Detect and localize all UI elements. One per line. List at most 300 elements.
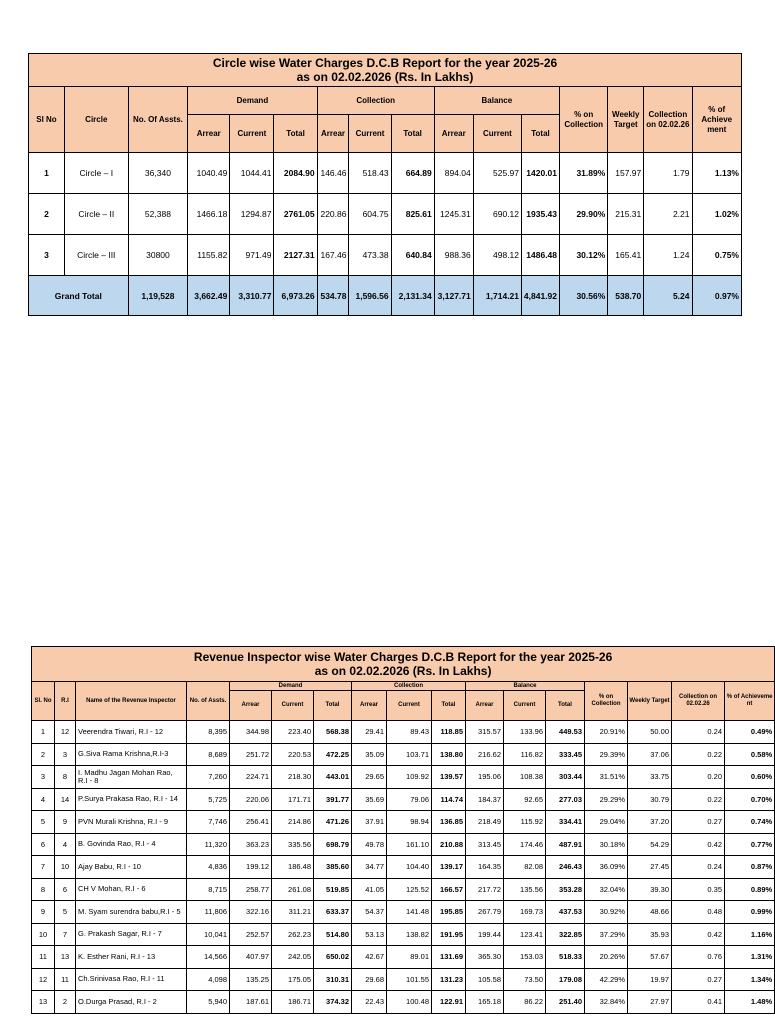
cell-collection-total: 191.95 (432, 923, 466, 946)
header-collection: Collection (317, 87, 434, 115)
cell-inspector-name: M. Syam surendra babu,R.I - 5 (76, 901, 187, 924)
cell-collection-current: 161.10 (387, 833, 432, 856)
cell-balance-current: 116.82 (504, 743, 546, 766)
cell-collection-current: 89.43 (387, 721, 432, 744)
header-balance-total: Total (522, 115, 560, 153)
table-row (32, 811, 775, 834)
cell-sl-no: 2 (29, 194, 65, 235)
cell-balance-current: 498.12 (473, 235, 521, 276)
cell-collection-on-date: 5.24 (644, 276, 692, 316)
cell-balance-current: 135.56 (504, 878, 546, 901)
cell-collection-arrear: 35.69 (352, 788, 387, 811)
cell-demand-total: 568.38 (314, 721, 352, 744)
cell-ri: 8 (55, 766, 76, 789)
cell-sl-no: 13 (32, 991, 55, 1014)
cell-pct-achievement: 1.02% (692, 194, 742, 235)
cell-weekly-target: 39.30 (628, 878, 672, 901)
cell-inspector-name: CH V Mohan, R.I - 6 (76, 878, 187, 901)
ri-header-no-of-assts: No. of Assts. (187, 682, 230, 721)
ri-header-pct-achievement: % of Achieveme nt (725, 682, 775, 721)
cell-collection-current: 125.52 (387, 878, 432, 901)
table-row (32, 991, 775, 1014)
circle-report-title (29, 54, 742, 87)
cell-balance-arrear: 3,127.71 (434, 276, 473, 316)
cell-balance-total: 449.53 (546, 721, 585, 744)
cell-sl-no: 1 (32, 721, 55, 744)
cell-assts: 11,806 (187, 901, 230, 924)
cell-demand-current: 335.56 (272, 833, 314, 856)
cell-pct-achievement: 0.75% (692, 235, 742, 276)
cell-pct-collection: 29.90% (560, 194, 608, 235)
cell-collection-current: 1,596.56 (349, 276, 391, 316)
cell-balance-arrear: 315.57 (466, 721, 504, 744)
cell-collection-on-date: 0.22 (672, 743, 725, 766)
cell-collection-on-date: 0.20 (672, 766, 725, 789)
cell-pct-achievement: 1.31% (725, 946, 775, 969)
ri-header-balance-total: Total (546, 691, 585, 721)
cell-ri: 3 (55, 743, 76, 766)
ri-header-sl-no: Sl. No (32, 682, 55, 721)
cell-collection-current: 109.92 (387, 766, 432, 789)
cell-demand-current: 262.23 (272, 923, 314, 946)
cell-sl-no: 11 (32, 946, 55, 969)
cell-assts: 7,746 (187, 811, 230, 834)
ri-header-collection-current: Current (387, 691, 432, 721)
cell-weekly-target: 50.00 (628, 721, 672, 744)
cell-demand-arrear: 224.71 (230, 766, 272, 789)
cell-demand-total: 472.25 (314, 743, 352, 766)
cell-ri: 7 (55, 923, 76, 946)
cell-weekly-target: 538.70 (608, 276, 644, 316)
cell-collection-current: 79.06 (387, 788, 432, 811)
cell-inspector-name: Ch.Srinivasa Rao, R.I - 11 (76, 968, 187, 991)
cell-demand-current: 214.86 (272, 811, 314, 834)
table-row (29, 153, 742, 194)
ri-header-demand: Demand (230, 682, 352, 691)
header-pct-on-collection: % on Collection (560, 87, 608, 153)
header-balance: Balance (434, 87, 559, 115)
cell-pct-collection: 32.84% (585, 991, 628, 1014)
cell-sl-no: 10 (32, 923, 55, 946)
table-row (32, 968, 775, 991)
cell-collection-total: 166.57 (432, 878, 466, 901)
cell-balance-arrear: 165.18 (466, 991, 504, 1014)
table-row (32, 766, 775, 789)
cell-assts: 5,725 (187, 788, 230, 811)
header-pct-achievement: % of Achieve ment (692, 87, 742, 153)
cell-pct-achievement: 1.34% (725, 968, 775, 991)
header-no-of-assts: No. Of Assts. (128, 87, 188, 153)
ri-header-demand-current: Current (272, 691, 314, 721)
cell-collection-current: 103.71 (387, 743, 432, 766)
ri-header-balance-arrear: Arrear (466, 691, 504, 721)
ri-header-demand-arrear: Arrear (230, 691, 272, 721)
cell-balance-arrear: 217.72 (466, 878, 504, 901)
ri-header-ri: R.I (55, 682, 76, 721)
cell-pct-achievement: 0.60% (725, 766, 775, 789)
grand-total-row (29, 276, 742, 316)
cell-sl-no: 3 (29, 235, 65, 276)
table-row (32, 923, 775, 946)
cell-pct-achievement: 0.77% (725, 833, 775, 856)
cell-balance-total: 179.08 (546, 968, 585, 991)
cell-collection-total: 139.57 (432, 766, 466, 789)
cell-ri: 4 (55, 833, 76, 856)
table-row (29, 235, 742, 276)
cell-pct-achievement: 0.99% (725, 901, 775, 924)
cell-collection-total: 664.89 (391, 153, 434, 194)
circle-report-title-line2: as on 02.02.2026 (Rs. In Lakhs) (296, 70, 474, 84)
cell-balance-arrear: 218.49 (466, 811, 504, 834)
cell-sl-no: 6 (32, 833, 55, 856)
cell-pct-collection: 36.09% (585, 856, 628, 879)
circle-report-title-line1: Circle wise Water Charges D.C.B Report for the year 2025-26 (212, 56, 558, 70)
cell-collection-total: 2,131.34 (391, 276, 434, 316)
cell-inspector-name: I. Madhu Jagan Mohan Rao, R.I - 8 (76, 766, 187, 789)
cell-pct-collection: 31.89% (560, 153, 608, 194)
cell-assts: 52,388 (128, 194, 188, 235)
cell-inspector-name: G. Prakash Sagar, R.I - 7 (76, 923, 187, 946)
cell-demand-total: 650.02 (314, 946, 352, 969)
ri-header-collection-on-date: Collection on 02.02.26 (672, 682, 725, 721)
ri-table-body (32, 721, 775, 1014)
cell-collection-on-date: 2.21 (644, 194, 692, 235)
cell-assts: 8,689 (187, 743, 230, 766)
cell-demand-total: 698.79 (314, 833, 352, 856)
cell-sl-no: 1 (29, 153, 65, 194)
cell-assts: 30800 (128, 235, 188, 276)
cell-collection-arrear: 37.91 (352, 811, 387, 834)
circle-table-body (29, 153, 742, 276)
cell-demand-total: 6,973.26 (274, 276, 317, 316)
header-sl-no: Sl No (29, 87, 65, 153)
cell-inspector-name: Ajay Babu, R.I - 10 (76, 856, 187, 879)
cell-demand-arrear: 1040.49 (188, 153, 230, 194)
header-collection-arrear: Arrear (317, 115, 349, 153)
cell-demand-total: 519.85 (314, 878, 352, 901)
cell-assts: 8,715 (187, 878, 230, 901)
cell-inspector-name: P.Surya Prakasa Rao, R.I - 14 (76, 788, 187, 811)
cell-demand-total: 443.01 (314, 766, 352, 789)
cell-collection-on-date: 0.24 (672, 721, 725, 744)
cell-collection-total: 118.85 (432, 721, 466, 744)
cell-pct-collection: 29.29% (585, 788, 628, 811)
cell-weekly-target: 165.41 (608, 235, 644, 276)
cell-ri: 9 (55, 811, 76, 834)
cell-inspector-name: O.Durga Prasad, R.I - 2 (76, 991, 187, 1014)
cell-demand-current: 175.05 (272, 968, 314, 991)
cell-sl-no: 7 (32, 856, 55, 879)
header-circle: Circle (64, 87, 128, 153)
cell-balance-current: 690.12 (473, 194, 521, 235)
cell-pct-achievement: 0.49% (725, 721, 775, 744)
cell-collection-on-date: 0.42 (672, 833, 725, 856)
cell-balance-current: 174.46 (504, 833, 546, 856)
cell-demand-total: 471.26 (314, 811, 352, 834)
cell-demand-current: 220.53 (272, 743, 314, 766)
cell-demand-total: 391.77 (314, 788, 352, 811)
cell-sl-no: 2 (32, 743, 55, 766)
cell-balance-arrear: 894.04 (434, 153, 473, 194)
cell-demand-arrear: 256.41 (230, 811, 272, 834)
cell-demand-current: 242.05 (272, 946, 314, 969)
cell-weekly-target: 157.97 (608, 153, 644, 194)
table-row (32, 946, 775, 969)
cell-demand-current: 171.71 (272, 788, 314, 811)
cell-sl-no: 4 (32, 788, 55, 811)
cell-collection-current: 104.40 (387, 856, 432, 879)
cell-balance-current: 82.08 (504, 856, 546, 879)
cell-demand-arrear: 135.25 (230, 968, 272, 991)
cell-weekly-target: 57.67 (628, 946, 672, 969)
cell-collection-total: 640.84 (391, 235, 434, 276)
grand-total-label: Grand Total (29, 276, 129, 316)
cell-balance-arrear: 216.62 (466, 743, 504, 766)
cell-demand-current: 311.21 (272, 901, 314, 924)
cell-collection-on-date: 0.27 (672, 811, 725, 834)
header-demand-current: Current (230, 115, 274, 153)
cell-collection-arrear: 167.46 (317, 235, 349, 276)
cell-collection-current: 100.48 (387, 991, 432, 1014)
cell-weekly-target: 215.31 (608, 194, 644, 235)
cell-balance-arrear: 1245.31 (434, 194, 473, 235)
cell-pct-achievement: 1.16% (725, 923, 775, 946)
cell-collection-arrear: 53.13 (352, 923, 387, 946)
cell-pct-achievement: 0.97% (692, 276, 742, 316)
cell-pct-collection: 30.12% (560, 235, 608, 276)
cell-inspector-name: Veerendra Tiwari, R.I - 12 (76, 721, 187, 744)
cell-collection-arrear: 29.41 (352, 721, 387, 744)
cell-sl-no: 5 (32, 811, 55, 834)
cell-sl-no: 9 (32, 901, 55, 924)
ri-header-balance: Balance (466, 682, 585, 691)
cell-balance-total: 322.85 (546, 923, 585, 946)
cell-balance-total: 518.33 (546, 946, 585, 969)
cell-demand-arrear: 1155.82 (188, 235, 230, 276)
cell-collection-total: 122.91 (432, 991, 466, 1014)
cell-balance-total: 1486.48 (522, 235, 560, 276)
cell-balance-arrear: 313.45 (466, 833, 504, 856)
header-balance-arrear: Arrear (434, 115, 473, 153)
cell-weekly-target: 30.79 (628, 788, 672, 811)
cell-collection-current: 138.82 (387, 923, 432, 946)
cell-collection-arrear: 220.86 (317, 194, 349, 235)
cell-demand-current: 1294.87 (230, 194, 274, 235)
cell-pct-achievement: 1.48% (725, 991, 775, 1014)
cell-demand-total: 514.80 (314, 923, 352, 946)
cell-demand-current: 186.48 (272, 856, 314, 879)
cell-sl-no: 3 (32, 766, 55, 789)
cell-demand-current: 1044.41 (230, 153, 274, 194)
cell-balance-total: 1420.01 (522, 153, 560, 194)
table-row (32, 901, 775, 924)
cell-collection-current: 89.01 (387, 946, 432, 969)
cell-demand-arrear: 258.77 (230, 878, 272, 901)
cell-pct-collection: 32.04% (585, 878, 628, 901)
cell-balance-arrear: 195.06 (466, 766, 504, 789)
cell-collection-arrear: 29.68 (352, 968, 387, 991)
cell-collection-arrear: 29.65 (352, 766, 387, 789)
cell-pct-collection: 29.04% (585, 811, 628, 834)
ri-header-pct-on-collection: % on Collection (585, 682, 628, 721)
header-demand-arrear: Arrear (188, 115, 230, 153)
cell-demand-arrear: 363.23 (230, 833, 272, 856)
cell-demand-total: 2761.05 (274, 194, 317, 235)
cell-demand-current: 218.30 (272, 766, 314, 789)
cell-assts: 1,19,528 (128, 276, 188, 316)
cell-circle: Circle – I (64, 153, 128, 194)
cell-balance-total: 333.45 (546, 743, 585, 766)
cell-balance-arrear: 199.44 (466, 923, 504, 946)
cell-collection-on-date: 0.22 (672, 788, 725, 811)
cell-balance-total: 334.41 (546, 811, 585, 834)
cell-balance-total: 4,841.92 (522, 276, 560, 316)
cell-demand-current: 261.08 (272, 878, 314, 901)
cell-weekly-target: 37.20 (628, 811, 672, 834)
cell-assts: 4,098 (187, 968, 230, 991)
cell-collection-current: 518.43 (349, 153, 391, 194)
cell-demand-current: 186.71 (272, 991, 314, 1014)
cell-balance-current: 123.41 (504, 923, 546, 946)
cell-pct-collection: 20.26% (585, 946, 628, 969)
cell-collection-on-date: 0.41 (672, 991, 725, 1014)
cell-assts: 36,340 (128, 153, 188, 194)
cell-inspector-name: K. Esther Rani, R.I - 13 (76, 946, 187, 969)
table-row (32, 721, 775, 744)
cell-demand-total: 633.37 (314, 901, 352, 924)
cell-balance-arrear: 988.36 (434, 235, 473, 276)
cell-ri: 11 (55, 968, 76, 991)
cell-sl-no: 8 (32, 878, 55, 901)
cell-ri: 10 (55, 856, 76, 879)
cell-ri: 2 (55, 991, 76, 1014)
ri-header-collection: Collection (352, 682, 466, 691)
cell-collection-on-date: 0.42 (672, 923, 725, 946)
cell-balance-total: 487.91 (546, 833, 585, 856)
cell-demand-current: 971.49 (230, 235, 274, 276)
cell-weekly-target: 33.75 (628, 766, 672, 789)
cell-demand-total: 310.31 (314, 968, 352, 991)
cell-circle: Circle – II (64, 194, 128, 235)
cell-collection-current: 473.38 (349, 235, 391, 276)
header-weekly-target: Weekly Target (608, 87, 644, 153)
cell-balance-total: 277.03 (546, 788, 585, 811)
cell-collection-arrear: 41.05 (352, 878, 387, 901)
cell-demand-arrear: 3,662.49 (188, 276, 230, 316)
cell-balance-current: 133.96 (504, 721, 546, 744)
table-row (32, 833, 775, 856)
cell-demand-total: 2127.31 (274, 235, 317, 276)
cell-collection-current: 98.94 (387, 811, 432, 834)
cell-balance-total: 437.53 (546, 901, 585, 924)
cell-demand-arrear: 252.57 (230, 923, 272, 946)
cell-demand-arrear: 322.16 (230, 901, 272, 924)
cell-pct-achievement: 0.70% (725, 788, 775, 811)
cell-balance-current: 115.92 (504, 811, 546, 834)
cell-ri: 14 (55, 788, 76, 811)
cell-collection-on-date: 0.35 (672, 878, 725, 901)
cell-demand-total: 374.32 (314, 991, 352, 1014)
cell-collection-on-date: 1.24 (644, 235, 692, 276)
cell-weekly-target: 27.97 (628, 991, 672, 1014)
cell-balance-total: 303.44 (546, 766, 585, 789)
cell-collection-total: 139.17 (432, 856, 466, 879)
cell-weekly-target: 27.45 (628, 856, 672, 879)
cell-collection-arrear: 534.78 (317, 276, 349, 316)
cell-collection-total: 210.88 (432, 833, 466, 856)
cell-pct-collection: 29.39% (585, 743, 628, 766)
cell-balance-total: 353.28 (546, 878, 585, 901)
cell-demand-current: 223.40 (272, 721, 314, 744)
table-row (32, 788, 775, 811)
cell-assts: 7,260 (187, 766, 230, 789)
cell-weekly-target: 35.93 (628, 923, 672, 946)
cell-pct-collection: 42.29% (585, 968, 628, 991)
cell-balance-total: 246.43 (546, 856, 585, 879)
cell-assts: 14,566 (187, 946, 230, 969)
cell-demand-arrear: 220.06 (230, 788, 272, 811)
cell-demand-total: 2084.90 (274, 153, 317, 194)
cell-inspector-name: G.Siva Rama Krishna,R.I-3 (76, 743, 187, 766)
ri-report-title (32, 647, 775, 682)
cell-assts: 5,940 (187, 991, 230, 1014)
table-row (29, 194, 742, 235)
cell-balance-current: 525.97 (473, 153, 521, 194)
header-collection-total: Total (391, 115, 434, 153)
header-demand-total: Total (274, 115, 317, 153)
cell-balance-current: 108.38 (504, 766, 546, 789)
cell-collection-on-date: 0.24 (672, 856, 725, 879)
cell-pct-achievement: 0.74% (725, 811, 775, 834)
table-row (32, 856, 775, 879)
cell-balance-current: 1,714.21 (473, 276, 521, 316)
cell-weekly-target: 37.06 (628, 743, 672, 766)
cell-demand-arrear: 187.61 (230, 991, 272, 1014)
cell-collection-arrear: 22.43 (352, 991, 387, 1014)
cell-demand-arrear: 1466.18 (188, 194, 230, 235)
cell-balance-current: 86.22 (504, 991, 546, 1014)
cell-collection-arrear: 49.78 (352, 833, 387, 856)
cell-pct-achievement: 0.87% (725, 856, 775, 879)
cell-collection-total: 136.85 (432, 811, 466, 834)
header-collection-current: Current (349, 115, 391, 153)
cell-collection-total: 131.23 (432, 968, 466, 991)
cell-collection-current: 604.75 (349, 194, 391, 235)
cell-balance-current: 92.65 (504, 788, 546, 811)
table-row (32, 743, 775, 766)
cell-pct-achievement: 0.58% (725, 743, 775, 766)
cell-ri: 5 (55, 901, 76, 924)
cell-collection-current: 101.55 (387, 968, 432, 991)
cell-collection-total: 825.61 (391, 194, 434, 235)
cell-balance-current: 73.50 (504, 968, 546, 991)
cell-balance-total: 1935.43 (522, 194, 560, 235)
cell-inspector-name: PVN Murali Krishna, R.I - 9 (76, 811, 187, 834)
circle-dcb-table (28, 53, 742, 316)
cell-ri: 12 (55, 721, 76, 744)
ri-header-demand-total: Total (314, 691, 352, 721)
cell-demand-arrear: 199.12 (230, 856, 272, 879)
ri-header-collection-arrear: Arrear (352, 691, 387, 721)
cell-demand-total: 385.60 (314, 856, 352, 879)
ri-header-name: Name of the Revenue Inspector (76, 682, 187, 721)
cell-balance-current: 169.73 (504, 901, 546, 924)
cell-weekly-target: 19.97 (628, 968, 672, 991)
cell-pct-collection: 20.91% (585, 721, 628, 744)
table-row (32, 878, 775, 901)
cell-pct-collection: 30.18% (585, 833, 628, 856)
cell-pct-collection: 31.51% (585, 766, 628, 789)
